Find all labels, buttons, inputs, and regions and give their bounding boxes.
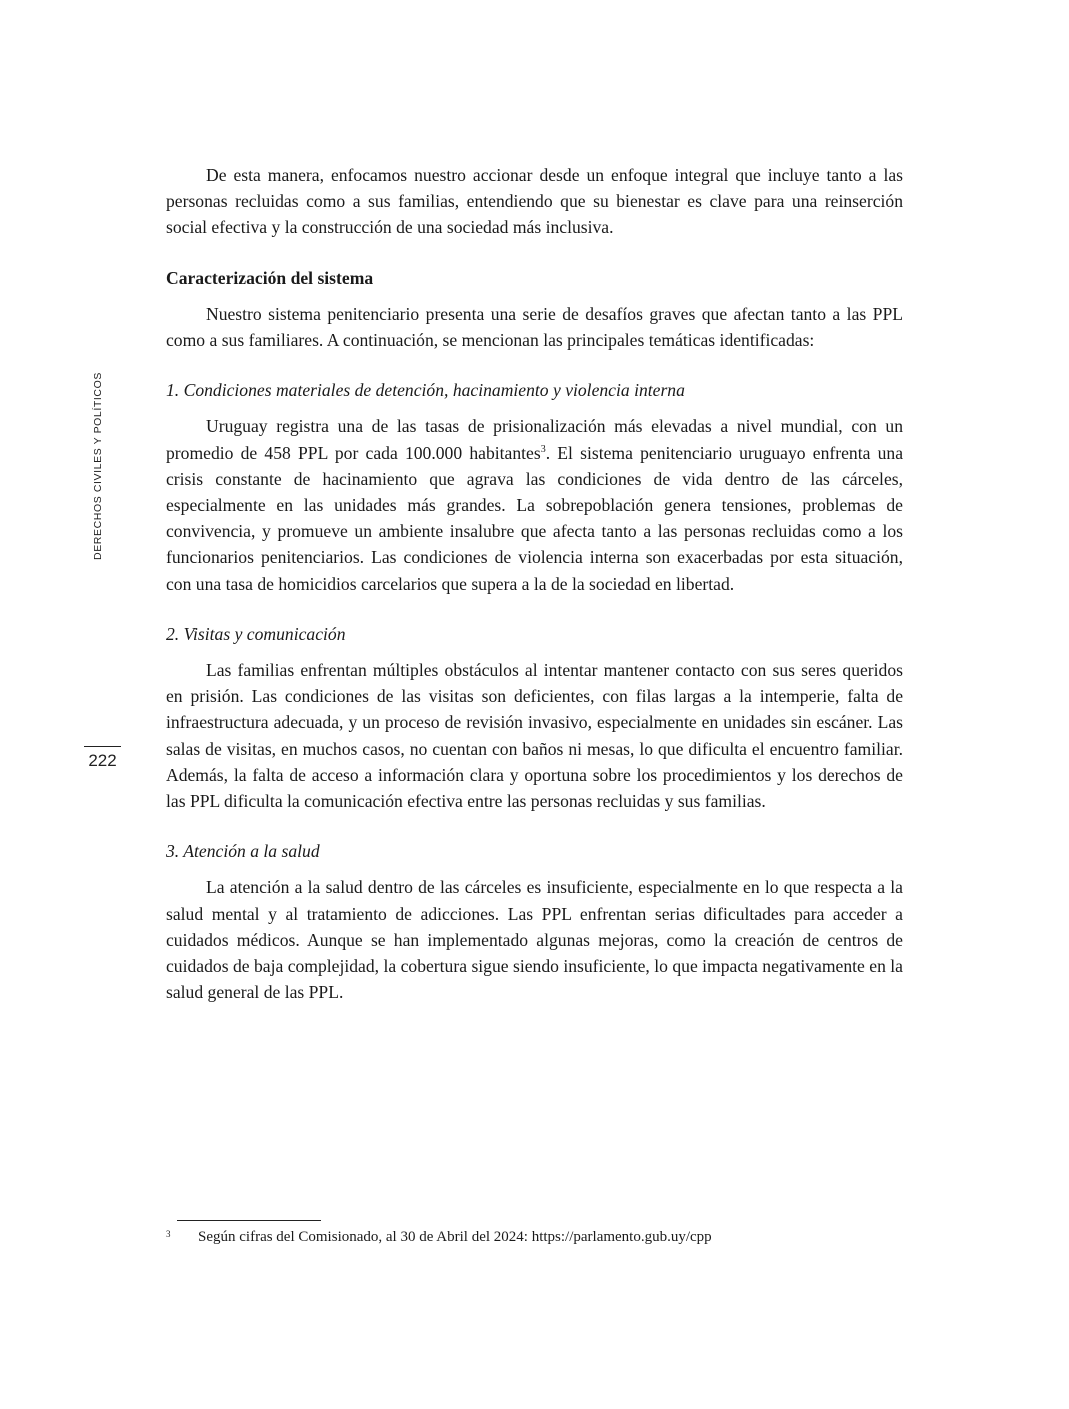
intro-paragraph: De esta manera, enfocamos nuestro accionar desde un enfoque integral que incluye tanto a las personas recluidas como a sus familias, entendiendo que su bienestar es clave para una reinserción social efectiva y la construcción de una sociedad más inclusiva.: [166, 165, 903, 238]
footnote-reference[interactable]: 3: [540, 443, 546, 455]
section-heading-caracterizacion: Caracterización del sistema: [166, 267, 374, 288]
visitas-paragraph: Las familias enfrentan múltiples obstáculos al intentar mantener contacto con sus seres queridos en prisión. Las condiciones de las visitas son deficientes, con filas largas a la intemperie, falta de infraestructura adecuada, y un proceso de revisión invasivo, especialmente en unidades sin escáner. Las salas de visitas, en muchos casos, no cuentan con baños ni mesas, lo que dificulta el encuentro familiar. Además, la falta de acceso a información clara y oportuna sobre los procedimientos y los derechos de las PPL dificulta la comunicación efectiva entre las personas recluidas y sus familias.: [166, 660, 903, 812]
footnote-text: Según cifras del Comisionado, al 30 de Abril del 2024: https://parlamento.gub.uy/cpp: [198, 1229, 712, 1245]
subheading-condiciones: 1. Condiciones materiales de detención, hacinamiento y violencia interna: [166, 380, 685, 401]
caracterizacion-paragraph: Nuestro sistema penitenciario presenta una serie de desafíos graves que afectan tanto a las PPL como a sus familiares. A continuación, se mencionan las principales temáticas identificadas:: [166, 303, 903, 351]
running-section-label: DERECHOS CIVILES Y POLÍTICOS: [92, 372, 104, 560]
salud-paragraph: La atención a la salud dentro de las cárceles es insuficiente, especialmente en lo que respecta a la salud mental y al tratamiento de adicciones. Las PPL enfrentan serias dificultades para acceder a cuidados médicos. Aunque se han implementado algunas mejoras, como la creación de centros de cuidados de baja complejidad, la cobertura sigue siendo insuficiente, lo que impacta negativamente en la salud general de las PPL.: [166, 877, 903, 1003]
page-number: 222: [84, 746, 121, 771]
footnote-mark: 3: [166, 1229, 171, 1239]
condiciones-text-part2: . El sistema penitenciario uruguayo enfrenta una crisis constante de hacinamiento que agrava las condiciones de vida dentro de las cárceles, especialmente en las unidades más grandes. La sobrepoblación genera tensiones, problemas de convivencia, y promueve un ambiente insalubre que afecta tanto a las personas recluidas como a los funcionarios penitenciarios. Las condiciones de violencia interna son exacerbadas por esta situación, con una tasa de homicidios carcelarios que supera a la de la sociedad en libertad.: [166, 442, 904, 594]
subheading-visitas: 2. Visitas y comunicación: [166, 623, 346, 644]
footnote-divider: [177, 1220, 321, 1221]
page-body: [166, 162, 903, 1005]
condiciones-text-part1: Uruguay registra una de las tasas de prisionalización más elevadas a nivel mundial, con un promedio de 458 PPL por cada 100.000 habitantes: [166, 416, 903, 463]
condiciones-paragraph: [166, 413, 903, 596]
subheading-salud: 3. Atención a la salud: [166, 841, 320, 862]
